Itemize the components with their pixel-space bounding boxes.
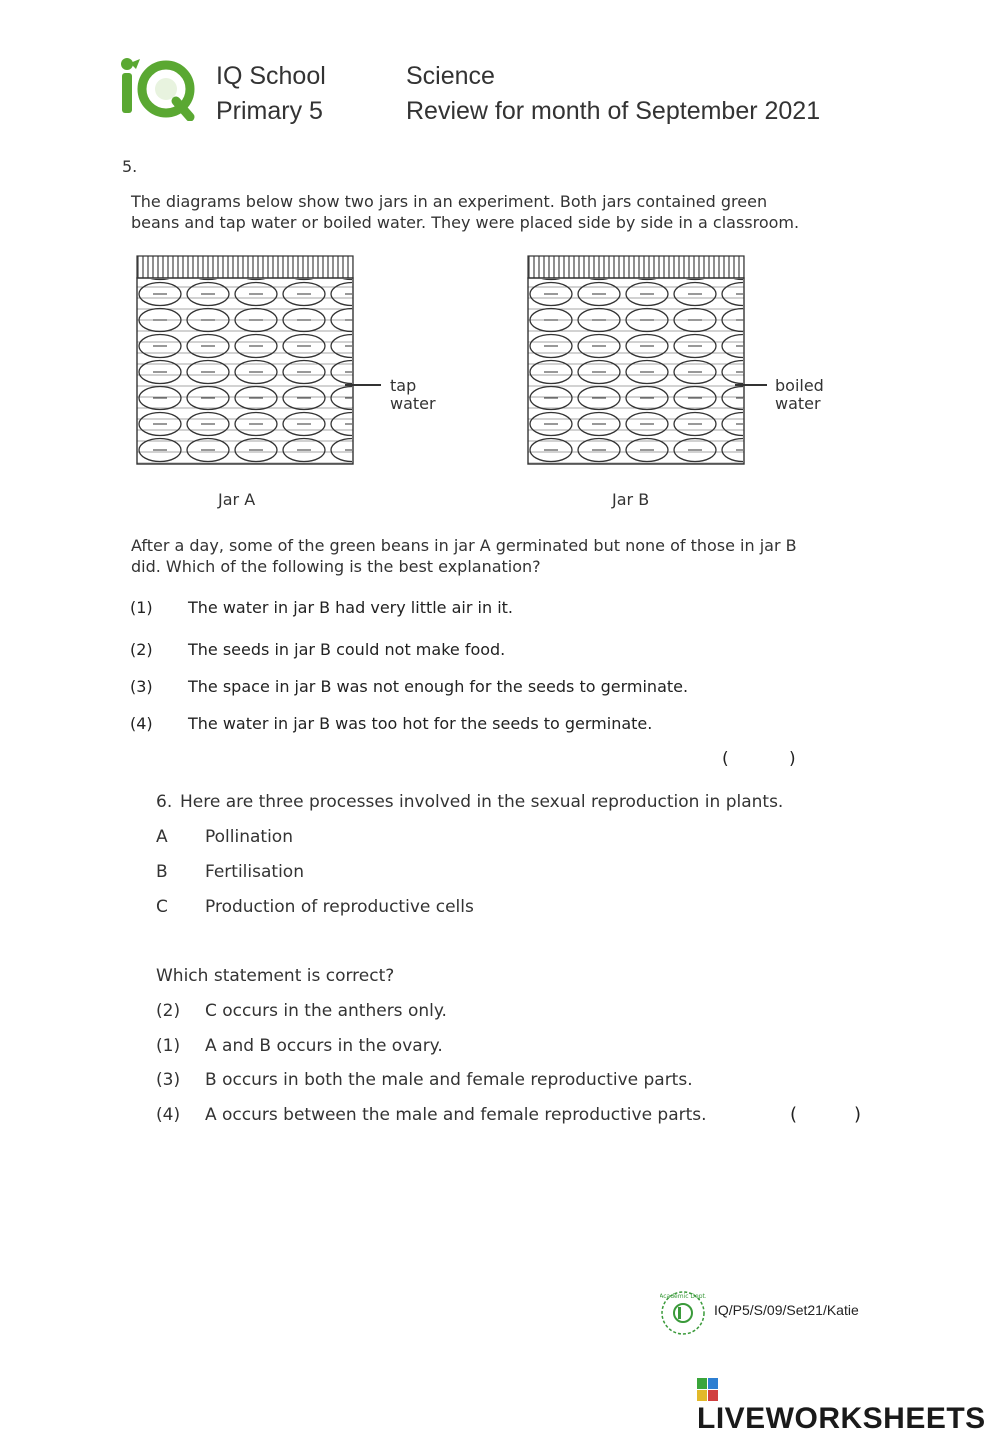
grade-level: Primary 5 <box>216 97 323 125</box>
q5-option-text: The space in jar B was not enough for the seeds to germinate. <box>188 677 689 696</box>
q5-option-number: (4) <box>130 714 153 733</box>
jar-b-label: Jar B <box>612 490 650 509</box>
stamp-text: Academic Dept. <box>660 1293 706 1300</box>
q6-option-1[interactable] <box>156 1036 443 1056</box>
q6-process-b <box>156 862 304 882</box>
q6-option-number: (2) <box>156 1001 181 1021</box>
jar-b-annotation-line1: boiled <box>775 376 824 395</box>
liveworksheets-badge <box>697 1378 719 1402</box>
academic-dept-stamp <box>660 1290 706 1336</box>
q6-answer-close: ) <box>854 1104 862 1125</box>
iq-logo <box>118 55 196 121</box>
q5-option-text: The water in jar B had very little air in it. <box>188 598 513 617</box>
q6-option-number: (4) <box>156 1105 181 1125</box>
q6-process-a <box>156 827 293 847</box>
q5-number: 5. <box>122 157 138 176</box>
jar-a-label: Jar A <box>218 490 256 509</box>
process-letter: C <box>156 897 168 917</box>
q6-option-2[interactable] <box>156 1001 447 1021</box>
document-code: IQ/P5/S/09/Set21/Katie <box>714 1302 859 1318</box>
q6-intro: Here are three processes involved in the sexual reproduction in plants. <box>180 792 784 812</box>
q6-option-text: A occurs between the male and female reproductive parts. <box>205 1105 707 1125</box>
q6-option-text: A and B occurs in the ovary. <box>205 1036 443 1056</box>
process-letter: B <box>156 862 168 882</box>
q5-option-number: (1) <box>130 598 153 617</box>
q5-intro-line1: The diagrams below show two jars in an experiment. Both jars contained green <box>131 192 768 211</box>
jar-b-pointer <box>735 384 767 386</box>
q6-option-3[interactable] <box>156 1070 693 1090</box>
review-title: Review for month of September 2021 <box>406 97 821 125</box>
subject-title: Science <box>406 62 495 90</box>
process-text: Fertilisation <box>205 862 304 882</box>
q5-option-text: The water in jar B was too hot for the seeds to germinate. <box>188 714 653 733</box>
q5-answer-box[interactable] <box>722 749 802 771</box>
q5-question-line1: After a day, some of the green beans in jar A germinated but none of those in jar B <box>131 536 797 555</box>
q6-option-text: C occurs in the anthers only. <box>205 1001 447 1021</box>
liveworksheets-logo[interactable] <box>697 1378 1000 1435</box>
q6-option-4[interactable] <box>156 1105 707 1125</box>
process-letter: A <box>156 827 168 847</box>
jar-a-annotation-line1: tap <box>390 376 417 395</box>
jar-b-diagram <box>527 255 747 467</box>
q5-question-line2: did. Which of the following is the best explanation? <box>131 557 541 576</box>
q5-answer-close: ) <box>789 749 796 769</box>
q5-option-number: (2) <box>130 640 153 659</box>
q5-option-text: The seeds in jar B could not make food. <box>188 640 506 659</box>
q5-option-number: (3) <box>130 677 153 696</box>
liveworksheets-brand: LIVEWORKSHEETS <box>697 1402 986 1435</box>
jar-b-annotation-line2: water <box>775 394 821 413</box>
process-text: Pollination <box>205 827 293 847</box>
process-text: Production of reproductive cells <box>205 897 474 917</box>
q6-option-text: B occurs in both the male and female reproductive parts. <box>205 1070 693 1090</box>
q6-number: 6. <box>156 792 173 812</box>
q6-option-number: (1) <box>156 1036 181 1056</box>
jar-a-annotation-line2: water <box>390 394 436 413</box>
q6-question: Which statement is correct? <box>156 966 395 986</box>
q6-process-c <box>156 897 474 917</box>
jar-a-diagram <box>136 255 356 467</box>
q6-answer-open: ( <box>790 1104 798 1125</box>
q6-option-number: (3) <box>156 1070 181 1090</box>
jar-a-pointer <box>345 384 381 386</box>
q6-answer-box[interactable] <box>790 1104 870 1128</box>
q5-intro-line2: beans and tap water or boiled water. They were placed side by side in a classroom. <box>131 213 800 232</box>
school-name: IQ School <box>216 62 326 90</box>
q5-answer-open: ( <box>722 749 729 769</box>
